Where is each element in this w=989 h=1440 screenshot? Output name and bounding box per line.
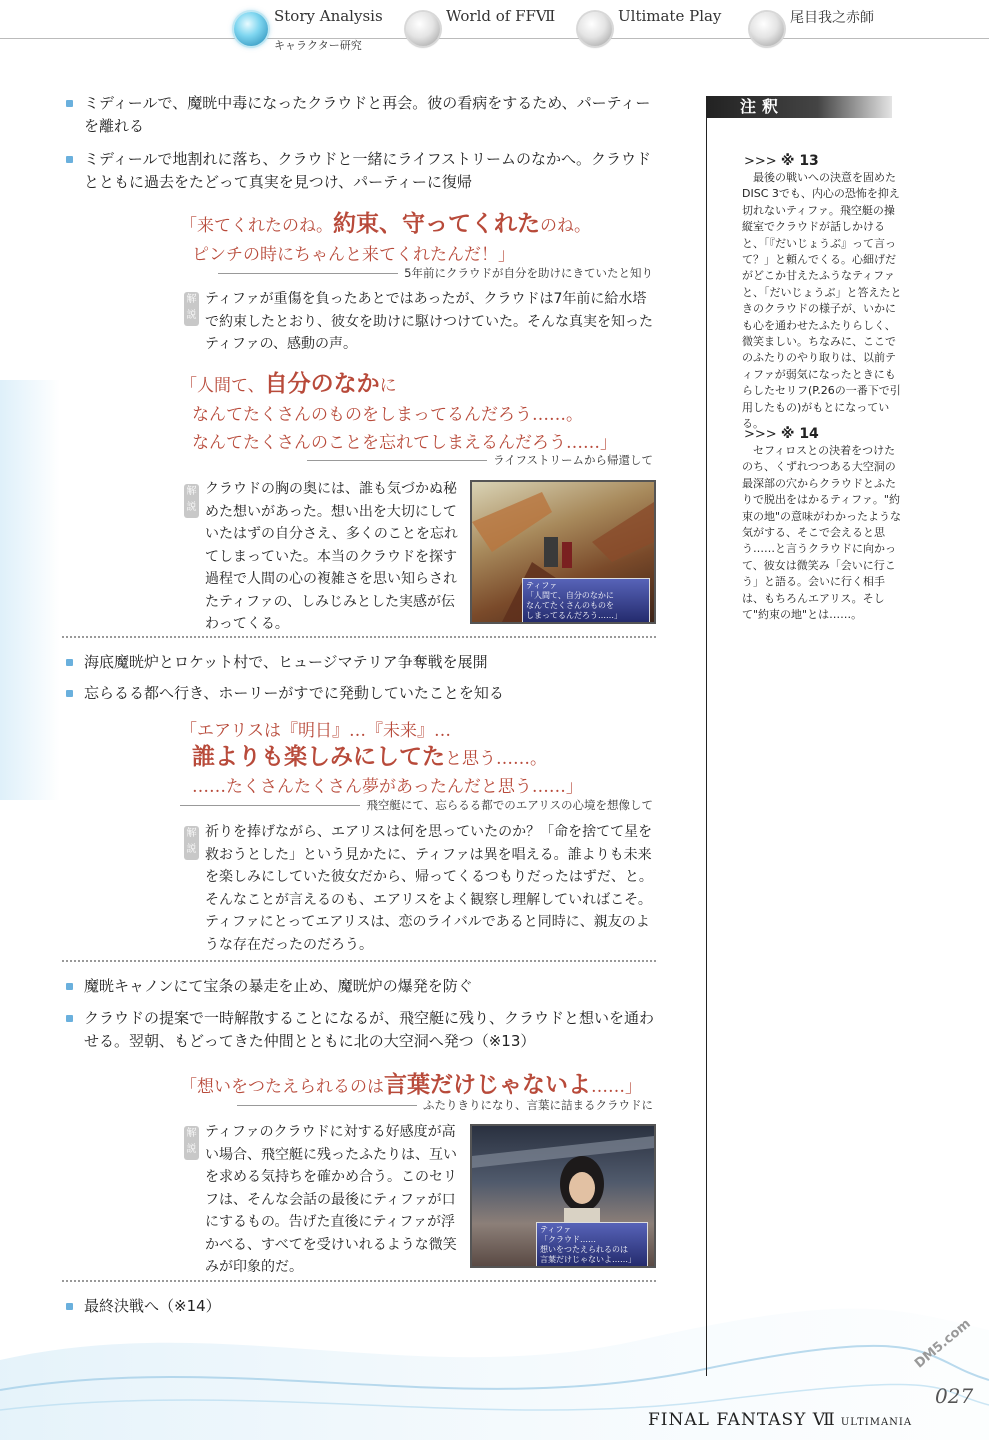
ultimate-play-tab-orb-icon[interactable] [578, 12, 612, 46]
section-divider [62, 1280, 656, 1282]
header-rule [0, 38, 989, 39]
quote-source: ふたりきりになり、言葉に詰まるクラウドに [237, 1097, 653, 1113]
game-screenshot [470, 480, 656, 624]
quote-line: 「エアリスは『明日』…『未来』… [180, 721, 451, 741]
world-tab-orb-icon[interactable] [406, 12, 440, 46]
tab-ultimate-play[interactable]: Ultimate Play [618, 7, 722, 25]
quote-line: なんてたくさんのことを忘れてしまえるんだろう……」 [192, 433, 617, 453]
watermark-logo: DM5.com [912, 1316, 974, 1372]
section-divider [62, 636, 656, 638]
footer-title: FINAL FANTASY Ⅶ ULTIMANIA [648, 1410, 913, 1430]
bullet-item [84, 651, 660, 674]
explanation-text: クラウドの胸の奥には、誰も気づかぬ秘めた想いがあった。想い出を大切にしていたはずの自分さえ、多くのことを忘れてしまっていた。本当のクラウドを探す過程で人間の心の複雑さを思い知らされたティファの、しみじみとした実感が伝わってくる。 [205, 481, 458, 632]
page-number: 027 [935, 1384, 974, 1408]
bullet-item [84, 682, 660, 705]
bullet-text: クラウドの提案で一時解散することになるが、飛空艇に残り、クラウドと想いを通わせる。翌朝、もどってきた仲間とともに北の大空洞へ発つ（※13） [84, 1009, 655, 1050]
bullet-text: ミディールで地割れに落ち、クラウドと一緒にライフストリームのなかへ。クラウドとともに過去をたどって真実を見つけ、パーティーに復帰 [84, 150, 652, 191]
kaisetsu-badge: 解説 [184, 484, 199, 518]
bullet-icon [66, 100, 73, 107]
side-wave [0, 380, 60, 800]
quote-line: ……たくさんたくさん夢があったんだと思う……」 [192, 777, 583, 797]
fourth-tab-orb-icon[interactable] [750, 12, 784, 46]
bullet-text: 忘らるる都へ行き、ホーリーがすでに発動していたことを知る [84, 684, 504, 702]
bullet-text: 海底魔晄炉とロケット村で、ヒュージマテリア争奪戦を展開 [84, 653, 488, 671]
screenshot-dialog: ティファ 「クラウド…… 想いをつたえられるのは 言葉だけじゃないよ……」 [536, 1222, 648, 1268]
explanation-text: ティファが重傷を負ったあとではあったが、クラウドは7年前に給水塔で約束したとおり、彼女を助けに駆けつけていた。そんな真実を知ったティファの、感動の声。 [205, 291, 653, 352]
quote-source: 5年前にクラウドが自分を助けにきていたと知り [218, 265, 653, 281]
sidebar-title: 注釈 [706, 96, 892, 118]
bullet-item [84, 92, 660, 138]
quote-line: ピンチの時にちゃんと来てくれたんだ！」 [192, 245, 515, 265]
note-text: セフィロスとの決着をつけたのち、くずれつつある大空洞の最深部の穴からクラウドとふたりで脱出をはかるティファ。"約束の地"の意味がわかったような気がする、そこで会えると思う……と言うクラウドに向かって、彼女は微笑み「会いに行こう」と語る。会いに行く相手は、もちろんエアリス。そして"約束の地"とは……。 [742, 444, 902, 622]
quote-line: 「人間て、自分のなかに [180, 370, 397, 397]
quote-line: 誰よりも楽しみにしてたと思う……。 [192, 743, 547, 770]
bullet-item [84, 975, 660, 998]
quote-line: 「来てくれたのね。約束、守ってくれたのね。 [180, 210, 591, 237]
bullet-icon [66, 983, 73, 990]
tab-fourth[interactable]: 尾目我之赤師 [790, 10, 874, 26]
bullet-item [84, 1007, 660, 1053]
sidebar-rule [706, 96, 707, 1376]
kaisetsu-badge: 解説 [184, 1126, 199, 1160]
bullet-text: ミディールで、魔晄中毒になったクラウドと再会。彼の看病をするため、パーティーを離れる [84, 94, 651, 135]
quote-source: ライフストリームから帰還して [307, 452, 653, 468]
bullet-icon [66, 1303, 73, 1310]
bullet-item [84, 148, 660, 194]
bullet-item [84, 1295, 660, 1318]
explanation-text: ティファのクラウドに対する好感度が高い場合、飛空艇に残ったふたりは、互いを求める気持ちを確かめ合う。このセリフは、そんな会話の最後にティファが口にするもの。告げた直後にティファが浮かべる、すべてを受けいれるような微笑みが印象的だ。 [205, 1124, 457, 1275]
quote-source: 飛空艇にて、忘らるる都でのエアリスの心境を想像して [180, 797, 653, 813]
screenshot-dialog: ティファ 「人間て、自分のなかに なんてたくさんのものを しまってるんだろう……」 [522, 578, 650, 624]
tab-world-of-ff7[interactable]: World of FFⅦ [446, 7, 556, 25]
note-marker: >>> ※ 13 [744, 153, 819, 169]
note-text: 最後の戦いへの決意を固めたDISC 3でも、内心の恐怖を抑え切れないティファ。飛空艇の操縦室でクラウドが話しかけると、「『だいじょうぶ』って言って？」と頼んでくる。心細げだがどこか甘えたふうなティファと、「だいじょうぶ」と答えたときのクラウドの様子が、いかにも心を通わせたふたりらしく、微笑ましい。ちなみに、ここでのふたりのやり取りは、以前ティファが弱気になったときにもらしたセリフ(P.26の一番下で引用したもの)がもとになっている。 [742, 171, 902, 431]
bullet-icon [66, 659, 73, 666]
kaisetsu-badge: 解説 [184, 292, 199, 326]
tab-story-analysis[interactable]: Story Analysis [274, 7, 383, 25]
section-divider [62, 960, 656, 962]
note-marker: >>> ※ 14 [744, 426, 819, 442]
kaisetsu-badge: 解説 [184, 826, 199, 860]
story-analysis-tab-orb-icon[interactable] [234, 12, 268, 46]
bullet-icon [66, 1015, 73, 1022]
bullet-text: 最終決戦へ（※14） [84, 1297, 221, 1315]
bullet-text: 魔晄キャノンにて宝条の暴走を止め、魔晄炉の爆発を防ぐ [84, 977, 473, 995]
bullet-icon [66, 156, 73, 163]
quote-line: なんてたくさんのものをしまってるんだろう……。 [192, 405, 583, 425]
tab-story-analysis-sub: キャラクター研究 [274, 39, 362, 52]
game-screenshot [470, 1124, 656, 1268]
explanation-text: 祈りを捧げながら、エアリスは何を思っていたのか？「命を捨てて星を救おうとした」という見かたに、ティファは異を唱える。誰よりも未来を楽しみにしていた彼女だから、帰ってくるつもりだったはずだ、と。そんなことが言えるのも、エアリスをよく観察し理解していればこそ。ティファにとってエアリスは、恋のライバルであると同時に、親友のような存在だったのだろう。 [205, 824, 653, 953]
quote-line: 「想いをつたえられるのは言葉だけじゃないよ……」 [180, 1071, 642, 1098]
bullet-icon [66, 690, 73, 697]
